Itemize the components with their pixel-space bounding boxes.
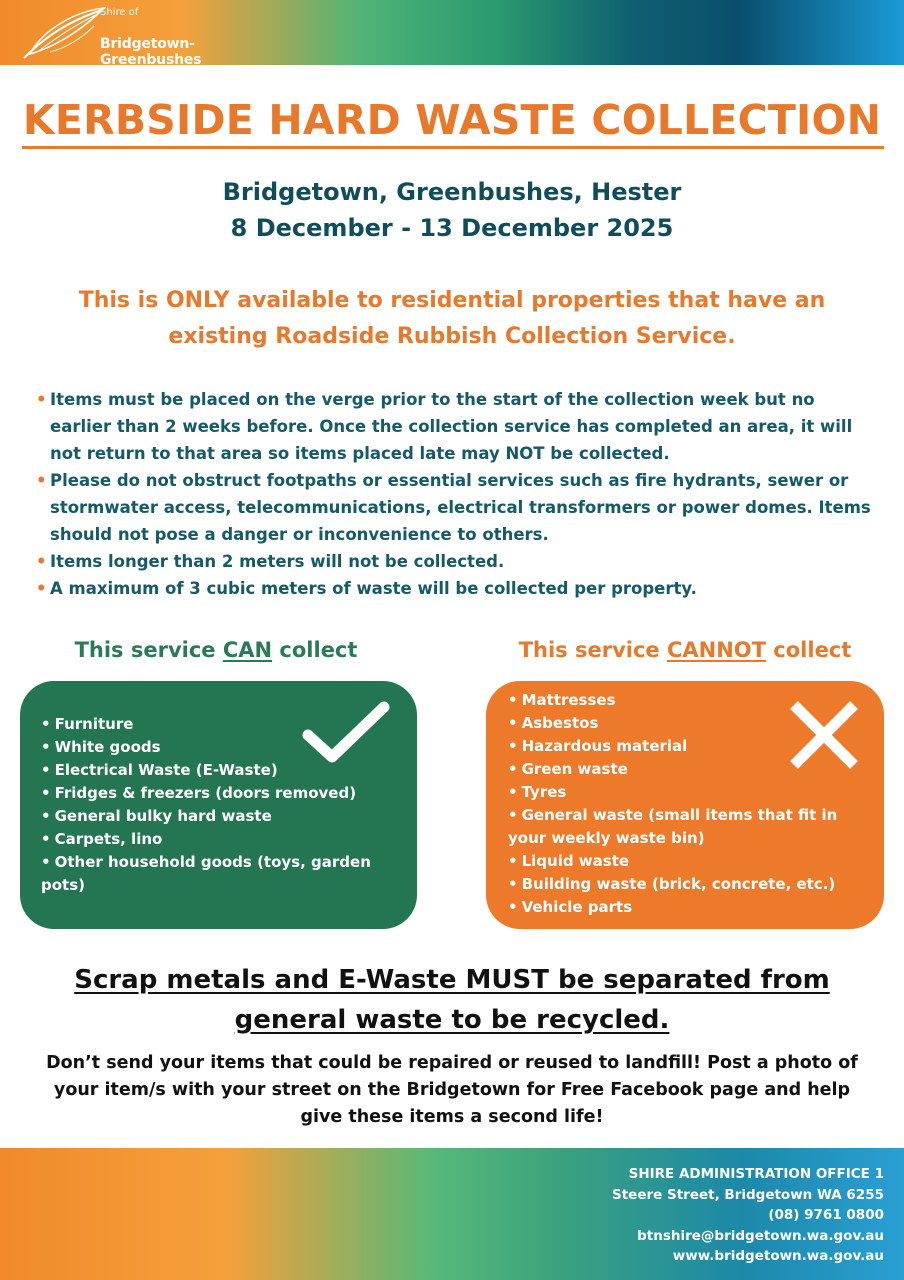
bullet-icon: • [41,784,51,802]
shire-logo[interactable] [20,4,280,68]
bullet-icon: • [508,852,518,870]
can-heading-keyword: CAN [222,638,273,662]
bullet-icon: • [508,737,518,755]
can-heading-post: collect [272,638,358,662]
cannot-collect-panel [486,681,884,929]
bullet-icon: • [41,715,51,733]
list-item-text: Building waste (brick, concrete, etc.) [521,875,836,893]
bullet-icon: • [41,853,51,871]
list-item [41,851,371,897]
locations-subtitle: Bridgetown, Greenbushes, Hester [222,178,682,206]
bullet-icon: • [508,806,518,824]
recycling-emphasis: Scrap metals and E-Waste MUST be separated from general waste to be recycled. [74,965,830,1035]
leaf-logo-icon [20,4,110,62]
list-item [41,759,371,782]
logo-name-text: Bridgetown-Greenbushes [100,36,202,68]
cannot-collect-list [508,689,868,919]
rule-item [36,575,876,602]
list-item-text: Carpets, lino [54,830,163,848]
reuse-tip: Don’t send your items that could be repaired or reused to landfill! Post a photo of your item/s with your street on the Bridgetown for Free Facebook page and help give these items a second life! [46,1053,858,1127]
bullet-icon: • [41,738,51,756]
list-item [41,805,371,828]
list-item-text: General bulky hard waste [54,807,272,825]
logo-small-text: Shire of [100,7,139,18]
office-name: SHIRE ADMINISTRATION OFFICE 1 [628,1166,884,1182]
bullet-icon: • [508,898,518,916]
bullet-icon: • [508,783,518,801]
list-item [508,873,868,896]
email-link[interactable]: btnshire@bridgetown.wa.gov.au [637,1227,884,1244]
list-item [508,804,868,850]
rule-item [36,386,876,467]
list-item-text: Furniture [54,715,134,733]
title-underline [22,146,884,149]
office-address: Steere Street, Bridgetown WA 6255 [611,1186,884,1203]
bullet-icon: • [36,579,47,598]
list-item [508,689,868,712]
list-item [508,781,868,804]
list-item [41,713,371,736]
list-item-text: Liquid waste [521,852,630,870]
cannot-heading-pre: This service [518,638,667,662]
bullet-icon: • [36,471,47,490]
bullet-icon: • [41,830,51,848]
rule-text: Items must be placed on the verge prior to the start of the collection week but no earlier than 2 weeks before. Once the collection service has completed an area, it will not return to that area so items placed late may NOT be collected. [50,390,853,463]
list-item-text: General waste (small items that fit in your weekly waste bin) [508,806,838,847]
list-item [508,712,868,735]
can-collect-heading [20,638,412,662]
eligibility-notice-line1: This is ONLY available to residential properties that have an [78,288,826,313]
rules-list [36,386,876,602]
bullet-icon: • [508,714,518,732]
list-item-text: Other household goods (toys, garden pots) [41,853,371,894]
can-heading-pre: This service [74,638,223,662]
eligibility-notice-line2: existing Roadside Rubbish Collection Service. [168,324,736,349]
bullet-icon: • [41,807,51,825]
list-item [41,828,371,851]
dates-subtitle: 8 December - 13 December 2025 [230,214,674,242]
bullet-icon: • [508,691,518,709]
header-bar [0,0,904,68]
rule-text: Please do not obstruct footpaths or essential services such as fire hydrants, sewer or stormwater access, telecommunications, electrical transformers or power domes. Items should not pose a danger or inconvenience to others. [50,471,871,544]
website-link[interactable]: www.bridgetown.wa.gov.au [672,1248,884,1264]
bullet-icon: • [508,760,518,778]
phone-number[interactable]: (08) 9761 0800 [768,1207,884,1223]
list-item [508,735,868,758]
list-item [41,782,371,805]
list-item [41,736,371,759]
list-item-text: Asbestos [521,714,599,732]
cannot-heading-keyword: CANNOT [666,638,766,662]
list-item-text: Vehicle parts [521,898,633,916]
list-item-text: Tyres [521,783,567,801]
bullet-icon: • [508,875,518,893]
bullet-icon: • [36,390,47,409]
list-item-text: Electrical Waste (E-Waste) [54,761,278,779]
rule-text: Items longer than 2 meters will not be collected. [50,552,505,571]
rule-item [36,548,876,575]
list-item-text: White goods [54,738,161,756]
list-item-text: Fridges & freezers (doors removed) [54,784,357,802]
list-item-text: Mattresses [521,691,616,709]
list-item-text: Green waste [521,760,628,778]
contact-info [612,1164,884,1267]
cannot-heading-post: collect [765,638,852,662]
list-item [508,850,868,873]
list-item [508,758,868,781]
rule-text: A maximum of 3 cubic meters of waste will be collected per property. [50,579,697,598]
can-collect-panel [20,681,417,929]
list-item-text: Hazardous material [521,737,688,755]
cannot-collect-heading [486,638,884,662]
list-item [508,896,868,919]
can-collect-list [41,713,371,897]
page-title: KERBSIDE HARD WASTE COLLECTION [22,96,882,144]
bullet-icon: • [36,552,47,571]
footer-bar [0,1148,904,1280]
rule-item [36,467,876,548]
bullet-icon: • [41,761,51,779]
